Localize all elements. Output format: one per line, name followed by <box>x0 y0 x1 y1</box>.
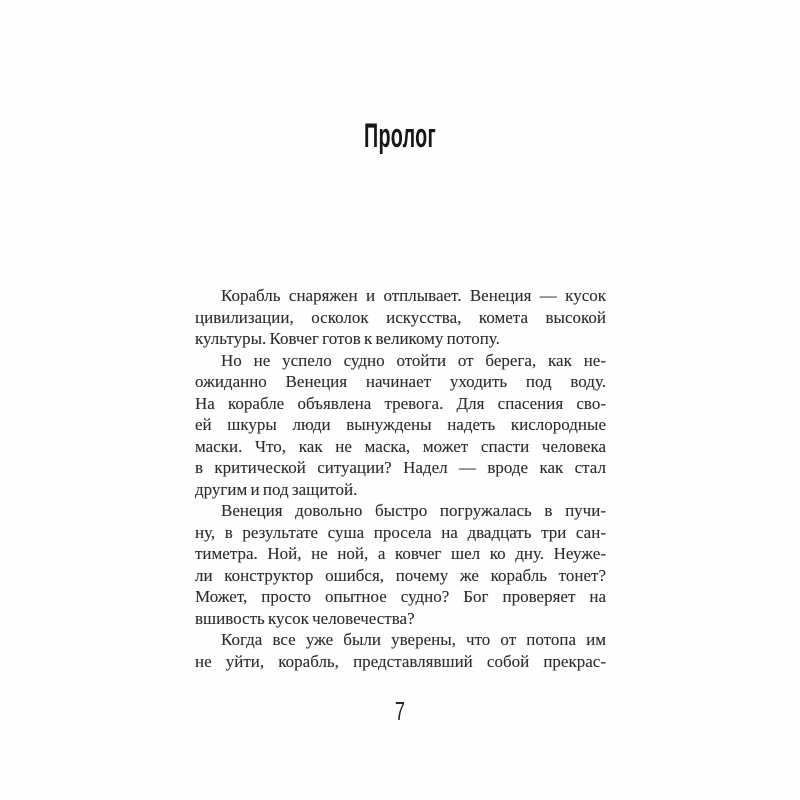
text-line: На корабле объявлена тревога. Для спасения сво- <box>195 393 606 413</box>
text-line: в критической ситуации? Надел — вроде как стал <box>195 458 606 477</box>
text-line: не уйти, корабль, представлявший собой прекрас- <box>195 651 606 671</box>
text-line: Но не успело судно отойти от берега, как не- <box>221 350 606 370</box>
text-line: ли конструктор ошибся, почему же корабль тонет? <box>195 565 606 585</box>
text-line: маски. Что, как не маска, может спасти человека <box>195 436 606 456</box>
page-number: 7 <box>394 696 406 726</box>
text-line: тиметра. Ной, не ной, а ковчег шел ко дну. Неуже- <box>195 544 606 563</box>
text-line: Корабль снаряжен и отплывает. Венеция — кусок <box>221 286 606 305</box>
text-line: ну, в результате суша просела на двадцать три сан- <box>195 522 606 542</box>
text-line: другим и под защитой. <box>195 479 358 499</box>
text-line: ей шкуры люди вынуждены надеть кислородные <box>195 415 606 434</box>
text-line: вшивость кусок человечества? <box>195 608 415 628</box>
chapter-title: Пролог <box>363 117 437 155</box>
text-line: ожиданно Венеция начинает уходить под воду. <box>195 372 606 391</box>
body-text <box>195 285 606 672</box>
text-line: Венеция довольно быстро погружалась в пучи- <box>221 501 606 520</box>
text-line: цивилизации, осколок искусства, комета высокой <box>195 307 606 327</box>
text-line: Может, просто опытное судно? Бог проверяет на <box>195 587 606 606</box>
text-line: культуры. Ковчег готов к великому потопу. <box>195 329 500 348</box>
text-line: Когда все уже были уверены, что от потопа им <box>221 630 606 649</box>
